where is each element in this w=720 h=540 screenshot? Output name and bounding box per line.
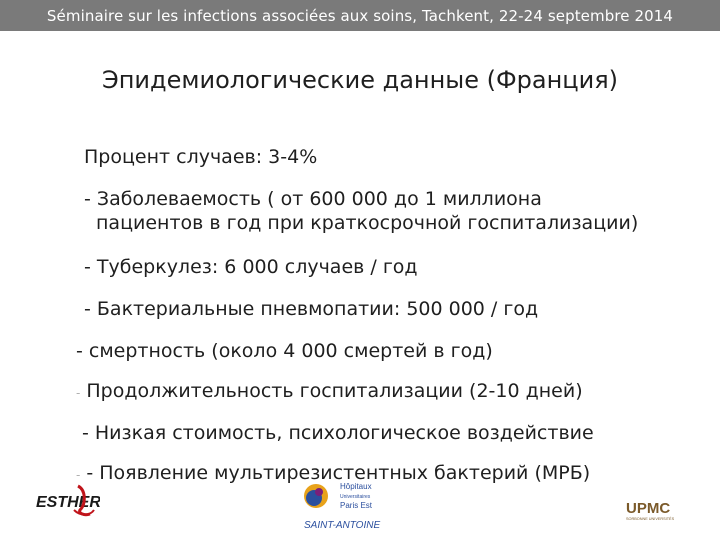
list-item: - смертность (около 4 000 смертей в год) <box>76 340 493 362</box>
list-item-text: - Появление мультирезистентных бактерий (МРБ) <box>86 462 591 484</box>
upmc-logo-subtext: SORBONNE UNIVERSITÉS <box>626 517 675 521</box>
list-item <box>76 380 583 402</box>
list-item-text: Продолжительность госпитализации (2-10 дней) <box>86 380 583 402</box>
list-item: - Туберкулез: 6 000 случаев / год <box>84 256 418 278</box>
list-item: - Низкая стоимость, психологическое воздействие <box>82 422 594 444</box>
hopitaux-logo <box>300 478 400 536</box>
list-item: пациентов в год при краткосрочной госпитализации) <box>96 212 639 234</box>
top-banner <box>0 0 720 31</box>
upmc-logo <box>624 496 688 526</box>
slide-title: Эпидемиологические данные (Франция) <box>101 66 619 94</box>
small-dash: - <box>76 386 81 400</box>
hopitaux-line-1: Hôpitaux <box>340 482 372 491</box>
esther-logo-text: ESTHER <box>36 494 100 511</box>
list-item: - Бактериальные пневмопатии: 500 000 / год <box>84 298 539 320</box>
esther-logo <box>34 480 100 522</box>
small-dash: - <box>76 468 81 482</box>
banner-text: Séminaire sur les infections associées aux soins, Tachkent, 22-24 septembre 2014 <box>46 6 674 25</box>
hopitaux-line-2: Universitaires <box>340 494 371 500</box>
saint-antoine-text: SAINT-ANTOINE <box>304 520 381 531</box>
hopitaux-line-3: Paris Est <box>340 501 373 510</box>
list-item: - Заболеваемость ( от 600 000 до 1 миллиона <box>84 188 542 210</box>
list-item: Процент случаев: 3-4% <box>84 146 318 168</box>
upmc-logo-text: UPMC <box>626 500 671 517</box>
